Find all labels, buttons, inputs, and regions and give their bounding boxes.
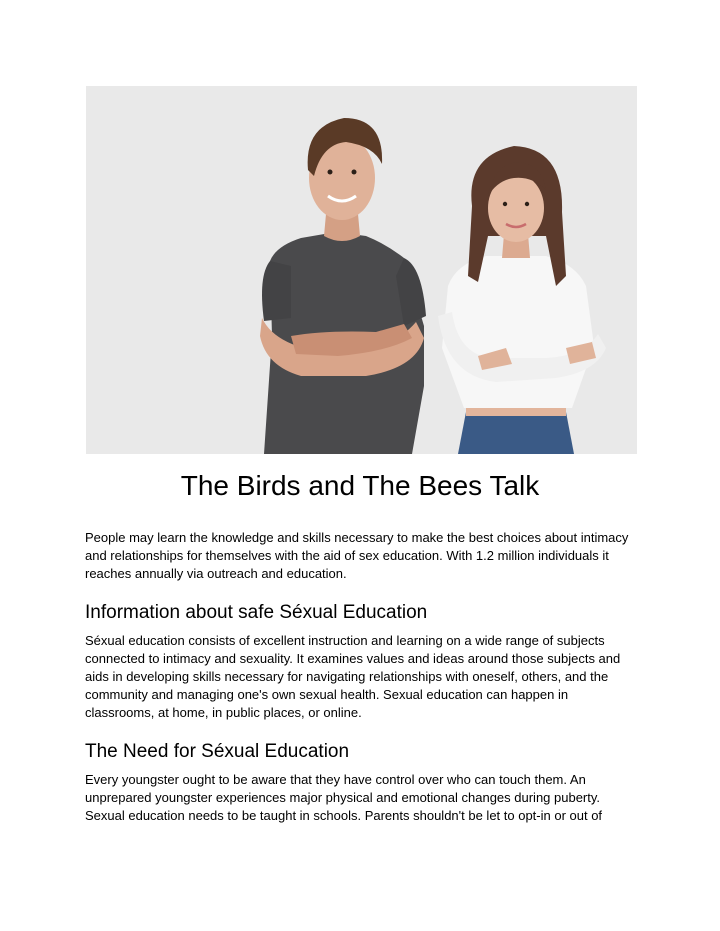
hero-photo xyxy=(86,86,637,454)
section-body-safe-education: Séxual education consists of excellent instruction and learning on a wide range of subjects connected to intimacy and sexuality. It examines values and ideas around those subjects and aids in developing skills necessary for navigating relationships with oneself, others, and the community and managing one's own sexual health. Sexual education can happen in classrooms, at home, in public places, or online. xyxy=(85,633,621,720)
page-title: The Birds and The Bees Talk xyxy=(180,470,540,501)
section-body-need: Every youngster ought to be aware that they have control over who can touch them. An unprepared youngster experiences major physical and emotional changes during puberty. Sexual education needs to be taught in schools. Parents shouldn't be let to opt-in or out of xyxy=(85,772,603,823)
two-people-photo-icon xyxy=(86,86,637,454)
section-heading-safe-education: Information about safe Séxual Education xyxy=(85,602,428,623)
intro-paragraph: People may learn the knowledge and skills necessary to make the best choices about intimacy and relationships for themselves with the aid of sex education. With 1.2 million individuals it reaches annually via outreach and education. xyxy=(85,530,629,581)
section-heading-need: The Need for Séxual Education xyxy=(85,741,350,762)
